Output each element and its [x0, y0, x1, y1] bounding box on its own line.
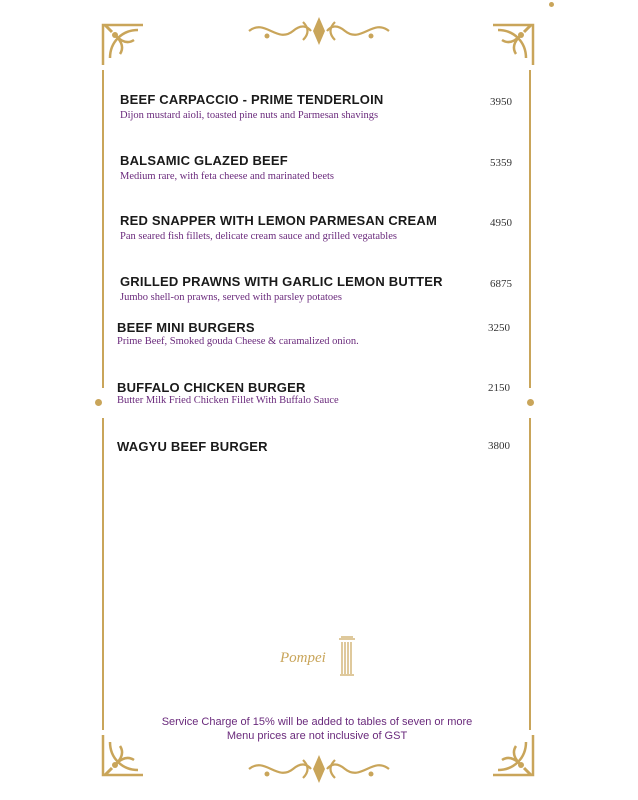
item-name: BALSAMIC GLAZED BEEF — [120, 153, 288, 168]
flourish-ornament-icon — [247, 14, 391, 48]
frame-left-lower — [102, 418, 104, 730]
item-description: Prime Beef, Smoked gouda Cheese & caramalized onion. — [117, 336, 359, 347]
frame-dot-top — [549, 2, 554, 7]
service-charge-note: Service Charge of 15% will be added to tables of seven or more — [161, 716, 473, 728]
corner-ornament-icon — [488, 20, 536, 68]
item-price: 2150 — [488, 382, 510, 394]
item-name: BUFFALO CHICKEN BURGER — [117, 380, 306, 395]
frame-dot-left — [95, 399, 102, 406]
item-description: Butter Milk Fried Chicken Fillet With Buffalo Sauce — [117, 395, 339, 406]
item-name: WAGYU BEEF BURGER — [117, 439, 268, 454]
item-price: 3950 — [490, 96, 512, 108]
frame-right-lower — [529, 418, 531, 730]
item-description: Medium rare, with feta cheese and marinated beets — [120, 171, 334, 182]
item-name: BEEF MINI BURGERS — [117, 320, 255, 335]
item-name: GRILLED PRAWNS WITH GARLIC LEMON BUTTER — [120, 274, 443, 289]
item-description: Dijon mustard aioli, toasted pine nuts and Parmesan shavings — [120, 110, 379, 121]
item-name: RED SNAPPER WITH LEMON PARMESAN CREAM — [120, 213, 438, 228]
flourish-ornament-icon — [247, 752, 391, 786]
gst-note: Menu prices are not inclusive of GST — [226, 730, 408, 742]
item-name: BEEF CARPACCIO - PRIME TENDERLOIN — [120, 92, 384, 107]
column-icon — [338, 636, 356, 676]
frame-dot-right — [527, 399, 534, 406]
item-price: 3250 — [488, 322, 510, 334]
item-price: 4950 — [490, 217, 512, 229]
item-price: 3800 — [488, 440, 510, 452]
logo-text: Pompei — [280, 650, 326, 666]
item-price: 6875 — [490, 278, 512, 290]
pompei-logo — [280, 636, 360, 676]
frame-right-upper — [529, 70, 531, 388]
corner-ornament-icon — [100, 20, 148, 68]
item-description: Pan seared fish fillets, delicate cream sauce and grilled vegatables — [120, 231, 397, 242]
item-price: 5359 — [490, 157, 512, 169]
frame-left-upper — [102, 70, 104, 388]
item-description: Jumbo shell-on prawns, served with parsley potatoes — [120, 292, 342, 303]
